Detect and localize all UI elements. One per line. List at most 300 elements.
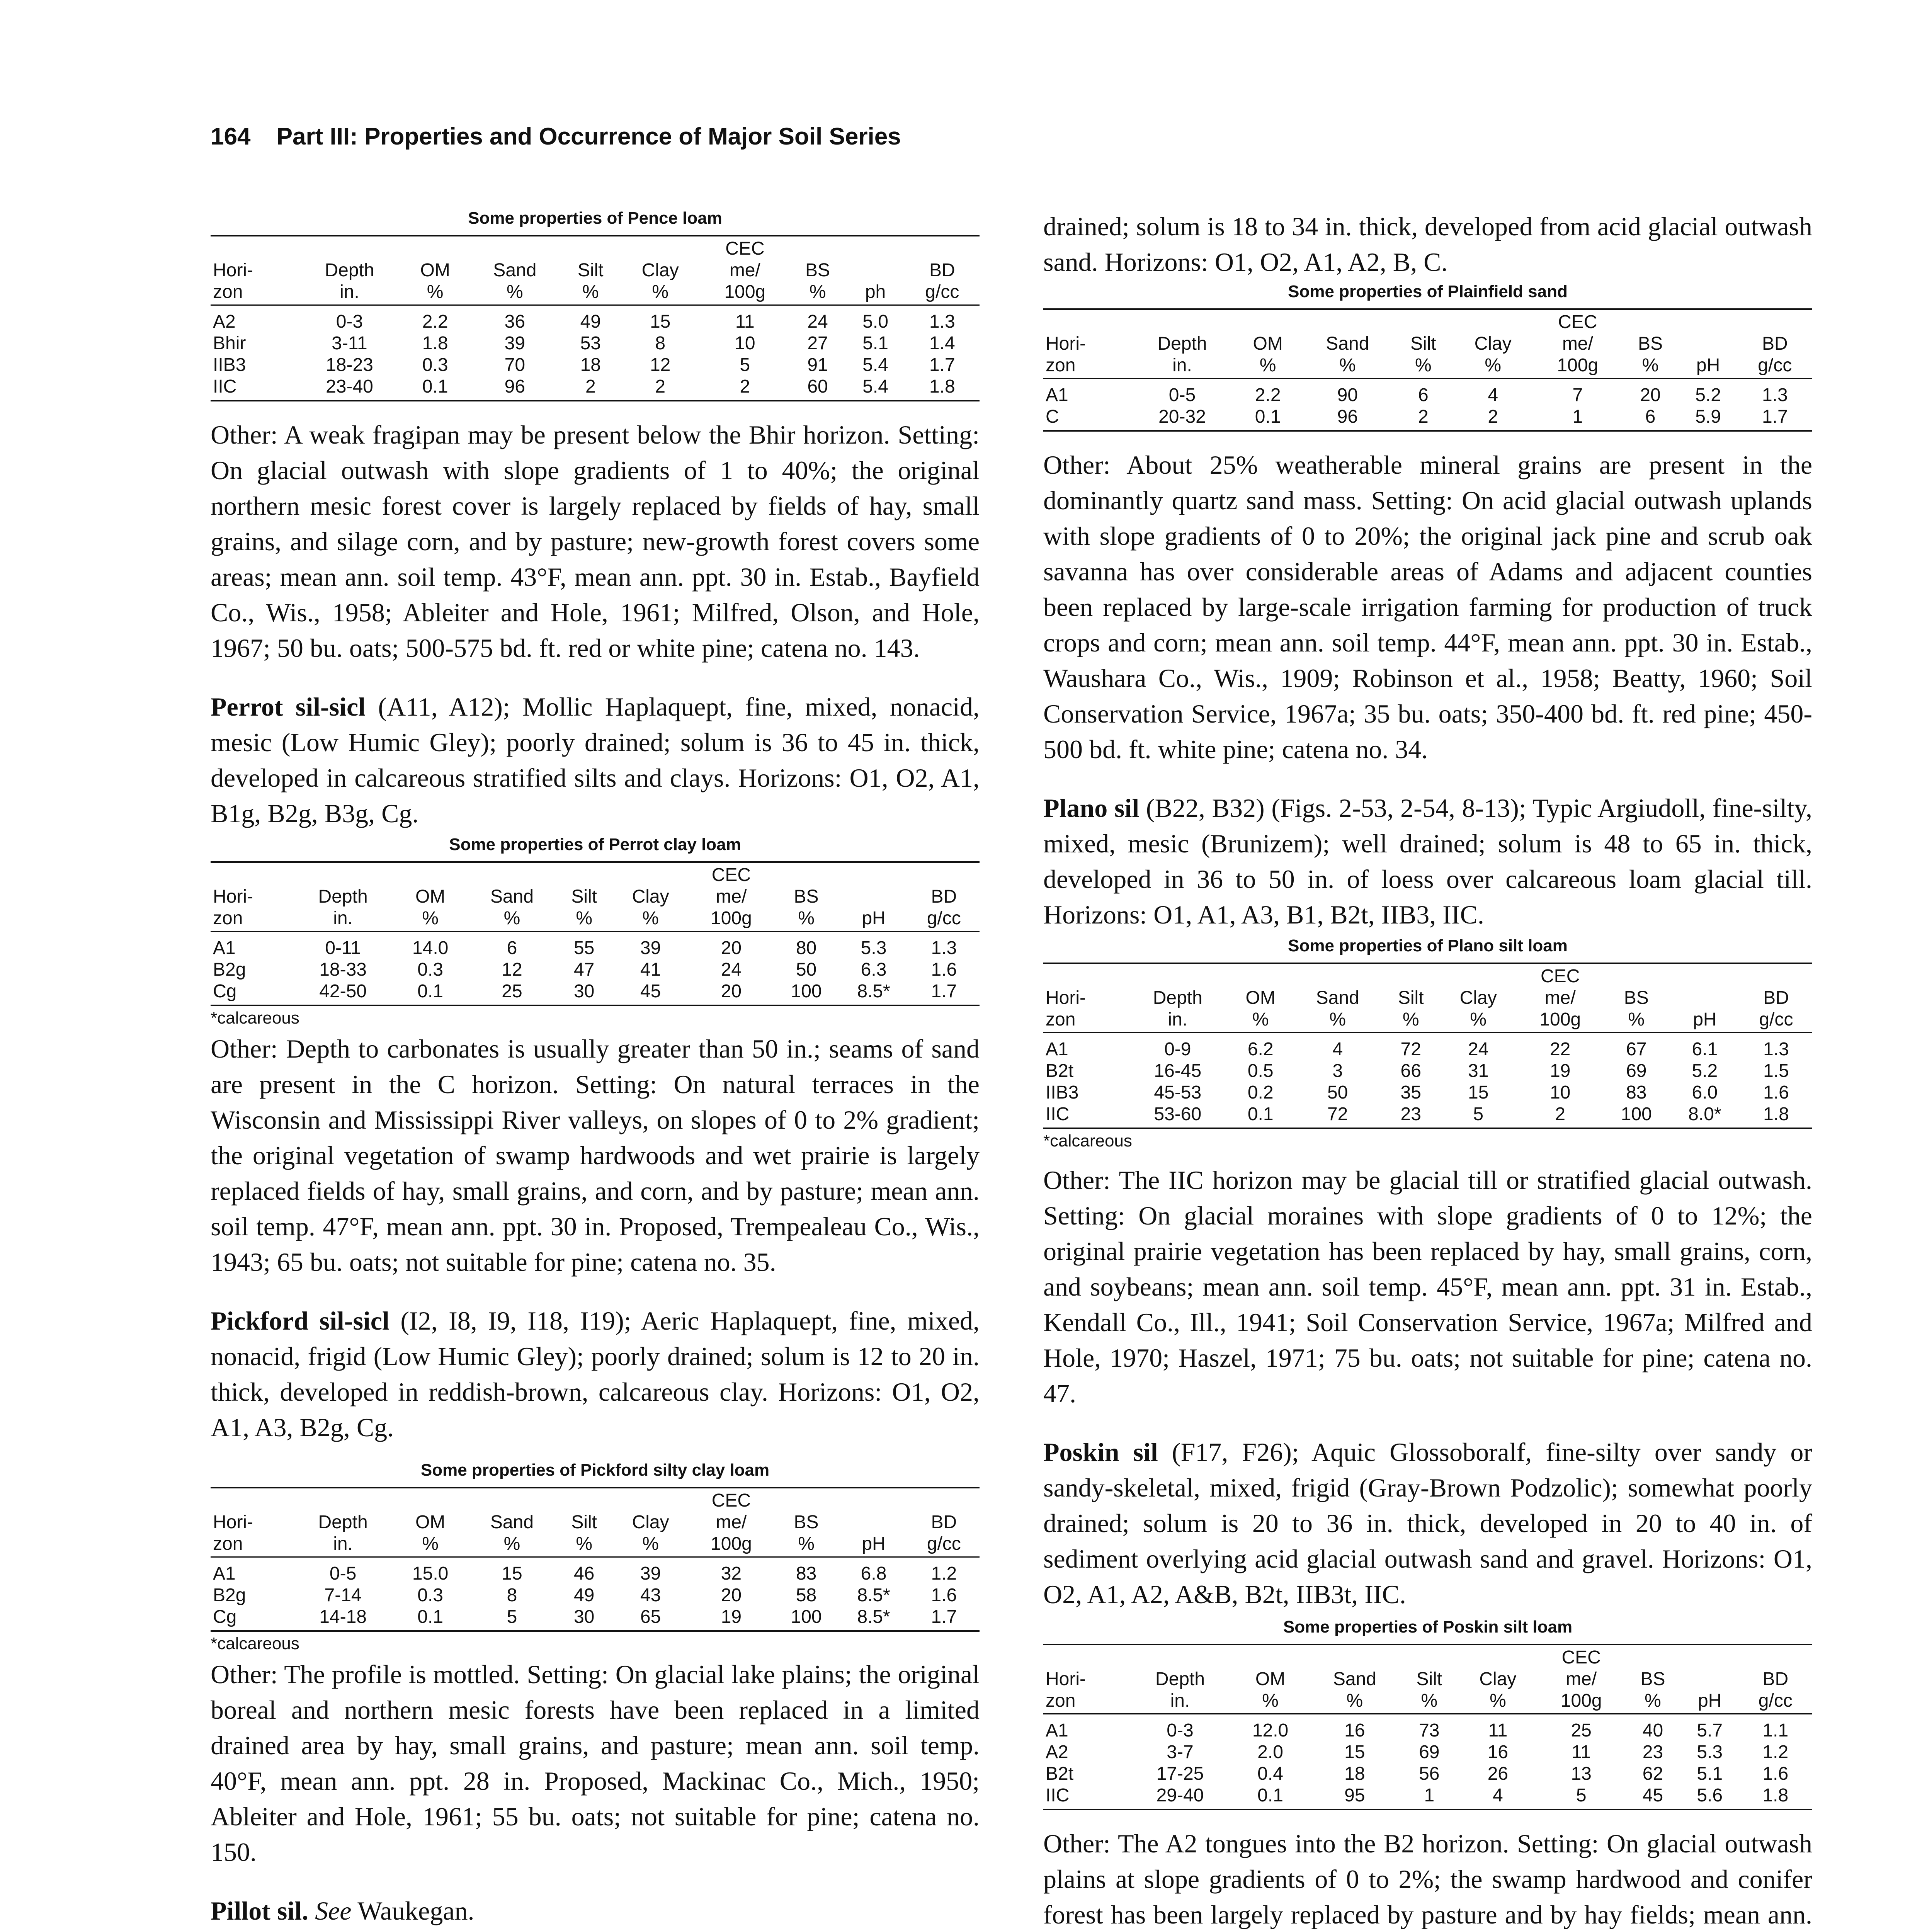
table-cell: 5 bbox=[1473, 1104, 1484, 1124]
table-cell: 0.1 bbox=[417, 981, 443, 1002]
table-cell: 4 bbox=[1488, 385, 1498, 405]
table-cell: 8 bbox=[655, 333, 666, 354]
table-cell: 49 bbox=[580, 311, 601, 332]
column-header: OM % bbox=[1255, 1669, 1286, 1711]
table-cell: 8.5* bbox=[857, 981, 890, 1002]
table-cell: 20 bbox=[721, 938, 742, 958]
table-cell: 53 bbox=[580, 333, 601, 354]
column-header: pH bbox=[862, 1534, 886, 1554]
table-cell: 24 bbox=[1468, 1039, 1489, 1060]
table-cell: 1.7 bbox=[931, 1607, 957, 1627]
table-cell: 56 bbox=[1419, 1764, 1440, 1784]
table-cell: 23 bbox=[1400, 1104, 1421, 1124]
column-header: BD g/cc bbox=[1758, 333, 1792, 376]
table-cell: 5 bbox=[740, 355, 750, 375]
table-cell: C bbox=[1046, 406, 1059, 427]
series-description: (F17, F26); Aquic Glossoboralf, fine-silty over sandy or sandy-skeletal, mixed, frigid (Gray-Brown Podzolic); somewhat poorly drained; solum is 20 to 36 in. thick, developed in 20 to 40 in. of sediment overlying acid glacial outwash sand and gravel. Horizons: O1, O2, A1, A2, A&B, B2t, IIB3t, IIC. bbox=[1043, 1437, 1813, 1609]
column-header: Silt % bbox=[571, 886, 597, 929]
soil-table bbox=[211, 1487, 980, 1632]
series-description: (I2, I8, I9, I18, I19); Aeric Haplaquept, fine, mixed, nonacid, frigid (Low Humic Gley); poorly drained; solum is 12 to 20 in. thick, developed in reddish-brown, calcareous clay. Horizons: O1, O2, A1, A3, B2g, Cg. bbox=[211, 1306, 980, 1442]
see-reference: See bbox=[315, 1896, 352, 1925]
soil-table bbox=[211, 235, 980, 401]
table-cell: 13 bbox=[1571, 1764, 1592, 1784]
column-header: BS % bbox=[805, 260, 830, 302]
table-cell: 3-7 bbox=[1167, 1742, 1194, 1762]
table-cell: 50 bbox=[796, 959, 817, 980]
table-cell: A1 bbox=[1046, 385, 1068, 405]
table-header-row bbox=[1043, 309, 1812, 379]
table-cell: 16-45 bbox=[1154, 1061, 1202, 1081]
table-cell: 8.5* bbox=[857, 1607, 890, 1627]
table-cell: 1.3 bbox=[931, 938, 957, 958]
column-header: pH bbox=[1698, 1690, 1722, 1711]
table-cell: 45-53 bbox=[1154, 1082, 1202, 1103]
table-cell: 30 bbox=[573, 981, 595, 1002]
table-row bbox=[211, 1557, 980, 1585]
soil-table bbox=[1043, 963, 1812, 1129]
table-cell: B2g bbox=[213, 959, 246, 980]
table-cell: 0.1 bbox=[422, 376, 448, 397]
table-cell: 43 bbox=[640, 1585, 661, 1605]
column-header: BD g/cc bbox=[927, 886, 961, 929]
table-cell: 36 bbox=[504, 311, 526, 332]
table-cell: 72 bbox=[1327, 1104, 1348, 1124]
table-cell: 1.2 bbox=[1762, 1742, 1789, 1762]
table-cell: 6.8 bbox=[861, 1563, 887, 1584]
column-header: CEC me/ 100g bbox=[1557, 312, 1599, 376]
table-cell: 5 bbox=[507, 1607, 517, 1627]
table-footnote: *calcareous bbox=[1043, 1131, 1132, 1150]
table-cell: 45 bbox=[640, 981, 661, 1002]
table-cell: 16 bbox=[1487, 1742, 1509, 1762]
table-row bbox=[211, 932, 980, 959]
table-cell: 2.2 bbox=[1255, 385, 1281, 405]
table-cell: 90 bbox=[1337, 385, 1358, 405]
column-header: BS % bbox=[1624, 988, 1649, 1030]
perrot-section bbox=[211, 689, 980, 1280]
page-number: 164 bbox=[211, 123, 251, 150]
table-cell: 0.5 bbox=[1247, 1061, 1274, 1081]
table-title: Some properties of Perrot clay loam bbox=[449, 835, 741, 854]
table-header-row bbox=[211, 1488, 980, 1557]
column-header: CEC me/ 100g bbox=[1539, 966, 1581, 1030]
plainfield-continued bbox=[1043, 209, 1812, 767]
table-cell: 46 bbox=[573, 1563, 595, 1584]
series-name: Plano sil bbox=[1043, 793, 1140, 823]
series-description: (B22, B32) (Figs. 2-53, 2-54, 8-13); Typic Argiudoll, fine-silty, mixed, mesic (Brunizem); well drained; solum is 48 to 65 in. thick, developed in 36 to 50 in. of loess over calcareous loam glacial till. Horizons: O1, A1, A3, B1, B2t, IIB3, IIC. bbox=[1043, 793, 1812, 929]
table-cell: 2 bbox=[1488, 406, 1498, 427]
table-cell: 32 bbox=[721, 1563, 742, 1584]
table-cell: 29-40 bbox=[1156, 1785, 1204, 1806]
series-name: Perrot sil-sicl bbox=[211, 692, 366, 721]
table-cell: IIC bbox=[1046, 1785, 1070, 1806]
table-cell: 2 bbox=[655, 376, 666, 397]
table-cell: A1 bbox=[1046, 1720, 1068, 1741]
table-cell: 53-60 bbox=[1154, 1104, 1202, 1124]
table-row bbox=[1043, 379, 1812, 406]
table-cell: Bhir bbox=[213, 333, 246, 354]
table-cell: 2 bbox=[585, 376, 596, 397]
column-header: Depth in. bbox=[318, 886, 368, 929]
column-header: pH bbox=[1696, 355, 1720, 376]
table-cell: 1.7 bbox=[1762, 406, 1788, 427]
table-cell: 5.4 bbox=[862, 355, 888, 375]
table-row bbox=[1043, 1763, 1812, 1785]
table-cell: 80 bbox=[796, 938, 817, 958]
table-cell: 0.1 bbox=[1247, 1104, 1274, 1124]
column-header: CEC me/ 100g bbox=[711, 865, 752, 929]
table-cell: 6.1 bbox=[1692, 1039, 1718, 1060]
column-header: Hori- zon bbox=[213, 1512, 253, 1554]
column-header: CEC me/ 100g bbox=[724, 238, 766, 302]
table-title: Some properties of Pickford silty clay loam bbox=[420, 1461, 770, 1480]
table-header-row bbox=[1043, 963, 1812, 1033]
table-cell: 17-25 bbox=[1156, 1764, 1204, 1784]
table-cell: 24 bbox=[807, 311, 828, 332]
table-cell: 11 bbox=[1488, 1720, 1508, 1741]
other-notes: Other: The profile is mottled. Setting: On glacial lake plains; the original boreal and northern mesic forests have been replaced in a limited drained area by hay, small grains, and pasture; mean ann. soil temp. 40°F, mean ann. ppt. 28 in. Proposed, Mackinac Co., Mich., 1950; Ableiter and Hole, 1961; 55 bu. oats; not suitable for pine; catena no. 150. bbox=[211, 1660, 980, 1867]
table-row bbox=[1043, 1714, 1812, 1742]
table-cell: 1.5 bbox=[1763, 1061, 1789, 1081]
table-cell: 19 bbox=[721, 1607, 742, 1627]
table-cell: 0-9 bbox=[1164, 1039, 1191, 1060]
column-header: OM % bbox=[420, 260, 450, 302]
plano-section bbox=[1043, 790, 1812, 1411]
table-cell: B2g bbox=[213, 1585, 246, 1605]
table-cell: 35 bbox=[1400, 1082, 1421, 1103]
column-header: OM % bbox=[1253, 333, 1283, 376]
table-cell: 1.8 bbox=[1762, 1785, 1789, 1806]
table-cell: 0-5 bbox=[1168, 385, 1196, 405]
table-cell: A1 bbox=[1046, 1039, 1068, 1060]
table-cell: 1.3 bbox=[1762, 385, 1788, 405]
table-cell: 5.3 bbox=[1697, 1742, 1723, 1762]
table-cell: 0.3 bbox=[417, 959, 443, 980]
other-notes: Other: The IIC horizon may be glacial till or stratified glacial outwash. Setting: On glacial moraines with slope gradients of 0 to 12%; the original prairie vegetation has been replaced by hay, small grains, corn, and soybeans; mean ann. soil temp. 45°F, mean ann. ppt. 31 in. Estab., Kendall Co., Ill., 1941; Soil Conservation Service, 1967a; Milfred and Hole, 1970; Haszel, 1971; 75 bu. oats; not suitable for pine; catena no. 47. bbox=[1043, 1165, 1812, 1408]
table-cell: 41 bbox=[640, 959, 661, 980]
table-header-row bbox=[211, 862, 980, 932]
table-row bbox=[1043, 1785, 1812, 1810]
table-cell: 14.0 bbox=[412, 938, 449, 958]
table-cell: 18-23 bbox=[326, 355, 373, 375]
table-cell: 10 bbox=[1549, 1082, 1571, 1103]
table-cell: 5.2 bbox=[1692, 1061, 1718, 1081]
table-cell: 50 bbox=[1327, 1082, 1348, 1103]
see-target: Waukegan. bbox=[351, 1896, 475, 1925]
table-row bbox=[211, 1606, 980, 1631]
table-cell: 91 bbox=[807, 355, 828, 375]
table-cell: 7 bbox=[1572, 385, 1583, 405]
table-cell: 8 bbox=[507, 1585, 517, 1605]
table-row bbox=[211, 376, 980, 401]
table-cell: 16 bbox=[1344, 1720, 1365, 1741]
table-cell: 45 bbox=[1642, 1785, 1663, 1806]
table-cell: IIB3 bbox=[213, 355, 246, 375]
column-header: BD g/cc bbox=[1759, 988, 1793, 1030]
table-cell: 15 bbox=[1468, 1082, 1489, 1103]
right-column bbox=[1043, 209, 1812, 1932]
table-row bbox=[1043, 1104, 1812, 1128]
column-header: Clay % bbox=[632, 1512, 669, 1554]
table-cell: 0-3 bbox=[336, 311, 363, 332]
table-cell: IIC bbox=[213, 376, 237, 397]
column-header: BD g/cc bbox=[927, 1512, 961, 1554]
table-title: Some properties of Plainfield sand bbox=[1288, 282, 1568, 301]
page-title: Part III: Properties and Occurrence of Major Soil Series bbox=[276, 123, 901, 150]
pillot-section bbox=[211, 1893, 980, 1929]
column-header: Sand % bbox=[1316, 988, 1359, 1030]
table-cell: 95 bbox=[1344, 1785, 1365, 1806]
table-cell: 10 bbox=[735, 333, 755, 354]
table-cell: 5.1 bbox=[1697, 1764, 1723, 1784]
table-cell: 0.2 bbox=[1247, 1082, 1274, 1103]
table-cell: 20 bbox=[1640, 385, 1661, 405]
column-header: CEC me/ 100g bbox=[711, 1490, 752, 1554]
table-cell: 23-40 bbox=[326, 376, 373, 397]
left-column bbox=[211, 209, 980, 1932]
table-cell: 3 bbox=[1332, 1061, 1343, 1081]
table-cell: 6.3 bbox=[861, 959, 887, 980]
column-header: pH bbox=[1693, 1009, 1717, 1030]
column-header: CEC me/ 100g bbox=[1560, 1647, 1602, 1711]
table-cell: 1.2 bbox=[931, 1563, 957, 1584]
table-cell: 1 bbox=[1424, 1785, 1435, 1806]
table-title: Some properties of Plano silt loam bbox=[1288, 936, 1568, 955]
table-cell: 0.1 bbox=[1255, 406, 1281, 427]
table-cell: 15.0 bbox=[412, 1563, 449, 1584]
table-cell: 73 bbox=[1419, 1720, 1440, 1741]
table-cell: B2t bbox=[1046, 1061, 1074, 1081]
column-header: Sand % bbox=[1333, 1669, 1376, 1711]
table-cell: 0.4 bbox=[1257, 1764, 1283, 1784]
table-cell: 12 bbox=[650, 355, 671, 375]
table-cell: 6 bbox=[1418, 385, 1429, 405]
column-header: Silt % bbox=[1398, 988, 1424, 1030]
poskin-section bbox=[1043, 1434, 1812, 1932]
table-cell: 62 bbox=[1642, 1764, 1663, 1784]
table-cell: 23 bbox=[1642, 1742, 1663, 1762]
table-cell: 0-11 bbox=[325, 938, 361, 958]
table-row bbox=[1043, 1060, 1812, 1082]
table-cell: 1.7 bbox=[931, 981, 957, 1002]
table-cell: 19 bbox=[1549, 1061, 1571, 1081]
table-cell: 1.7 bbox=[929, 355, 955, 375]
table-cell: 25 bbox=[502, 981, 522, 1002]
table-cell: 66 bbox=[1400, 1061, 1421, 1081]
table-cell: 5 bbox=[1576, 1785, 1587, 1806]
column-header: Silt % bbox=[1416, 1669, 1442, 1711]
column-header: BS % bbox=[794, 1512, 819, 1554]
table-cell: 3-11 bbox=[332, 333, 367, 354]
table-cell: 0.1 bbox=[417, 1607, 443, 1627]
table-cell: 0.1 bbox=[1257, 1785, 1283, 1806]
table-row bbox=[211, 959, 980, 981]
table-cell: 27 bbox=[807, 333, 828, 354]
table-cell: 2 bbox=[1555, 1104, 1566, 1124]
column-header: Sand % bbox=[490, 1512, 534, 1554]
column-header: Depth in. bbox=[1153, 988, 1202, 1030]
column-header: Silt % bbox=[1410, 333, 1436, 376]
column-header: ph bbox=[865, 282, 886, 302]
other-notes: Other: About 25% weatherable mineral grains are present in the dominantly quartz sand mass. Setting: On acid glacial outwash uplands with slope gradients of 0 to 20%; the original jack pine and scrub oak savanna has over considerable areas of Adams and adjacent counties been replaced by large-scale irrigation farming for production of truck crops and corn; mean ann. soil temp. 44°F, mean ann. ppt. 30 in. Estab., Waushara Co., Wis., 1909; Robinson et al., 1958; Beatty, 1960; Soil Conservation Service, 1967a; 35 bu. oats; 350-400 bd. ft. red pine; 450-500 bd. ft. white pine; catena no. 34. bbox=[1043, 450, 1812, 764]
table-cell: 4 bbox=[1493, 1785, 1503, 1806]
column-header: Depth in. bbox=[1157, 333, 1207, 376]
table-cell: A1 bbox=[213, 938, 236, 958]
table-cell: 20 bbox=[721, 981, 742, 1002]
table-cell: 1.8 bbox=[422, 333, 448, 354]
table-cell: Cg bbox=[213, 1607, 237, 1627]
table-cell: 40 bbox=[1642, 1720, 1663, 1741]
table-cell: 15 bbox=[650, 311, 671, 332]
table-cell: 0.3 bbox=[422, 355, 448, 375]
table-footnote: *calcareous bbox=[211, 1009, 299, 1027]
column-header: BD g/cc bbox=[925, 260, 959, 302]
column-header: pH bbox=[862, 908, 886, 929]
table-cell: A1 bbox=[213, 1563, 236, 1584]
table-cell: 20 bbox=[721, 1585, 742, 1605]
table-cell: 55 bbox=[573, 938, 595, 958]
table-cell: 0.3 bbox=[417, 1585, 443, 1605]
pickford-section bbox=[211, 1303, 980, 1870]
table-cell: 39 bbox=[640, 938, 661, 958]
table-cell: 72 bbox=[1400, 1039, 1421, 1060]
column-header: Depth in. bbox=[1155, 1669, 1205, 1711]
table-cell: Cg bbox=[213, 981, 237, 1002]
table-cell: B2t bbox=[1046, 1764, 1074, 1784]
other-notes: Other: A weak fragipan may be present below the Bhir horizon. Setting: On glacial outwash with slope gradients of 1 to 40%; the original northern mesic forest cover is largely replaced by fields of hay, small grains, and silage corn, and by pasture; new-growth forest covers some areas; mean ann. soil temp. 43°F, mean ann. ppt. 30 in. Estab., Bayfield Co., Wis., 1958; Ableiter and Hole, 1961; Milfred, Olson, and Hole, 1967; 50 bu. oats; 500-575 bd. ft. red or white pine; catena no. 143. bbox=[211, 420, 980, 663]
table-cell: 47 bbox=[573, 959, 595, 980]
series-name: Pickford sil-sicl bbox=[211, 1306, 389, 1335]
soil-table bbox=[1043, 1644, 1812, 1810]
table-cell: 4 bbox=[1332, 1039, 1343, 1060]
table-cell: 83 bbox=[796, 1563, 817, 1584]
table-row bbox=[211, 354, 980, 376]
series-name: Pillot sil. bbox=[211, 1896, 309, 1925]
column-header: Depth in. bbox=[318, 1512, 368, 1554]
table-cell: 31 bbox=[1468, 1061, 1489, 1081]
table-cell: 25 bbox=[1571, 1720, 1592, 1741]
table-cell: 6.2 bbox=[1247, 1039, 1274, 1060]
table-cell: 58 bbox=[796, 1585, 817, 1605]
table-cell: 5.2 bbox=[1695, 385, 1721, 405]
column-header: OM % bbox=[415, 886, 446, 929]
table-row bbox=[211, 305, 980, 333]
soil-table bbox=[211, 861, 980, 1006]
table-cell: 18-33 bbox=[319, 959, 367, 980]
table-title: Some properties of Poskin silt loam bbox=[1283, 1617, 1573, 1636]
table-title: Some properties of Pence loam bbox=[468, 209, 722, 228]
table-cell: 39 bbox=[504, 333, 526, 354]
column-header: BS % bbox=[1638, 333, 1663, 376]
soil-table bbox=[1043, 308, 1812, 432]
table-cell: 96 bbox=[1337, 406, 1358, 427]
table-cell: 2.0 bbox=[1257, 1742, 1283, 1762]
table-cell: 100 bbox=[791, 981, 822, 1002]
table-cell: 5.7 bbox=[1697, 1720, 1723, 1741]
table-cell: 60 bbox=[807, 376, 828, 397]
column-header: Clay % bbox=[1459, 988, 1497, 1030]
table-cell: 20-32 bbox=[1158, 406, 1206, 427]
table-cell: 30 bbox=[573, 1607, 595, 1627]
table-cell: 8.0* bbox=[1688, 1104, 1721, 1124]
table-cell: 100 bbox=[791, 1607, 822, 1627]
table-cell: 15 bbox=[1344, 1742, 1365, 1762]
table-cell: 1.6 bbox=[931, 1585, 957, 1605]
table-cell: 6.0 bbox=[1692, 1082, 1718, 1103]
table-cell: 69 bbox=[1626, 1061, 1647, 1081]
series-name: Poskin sil bbox=[1043, 1437, 1158, 1467]
table-cell: 7-14 bbox=[324, 1585, 362, 1605]
table-row bbox=[1043, 406, 1812, 431]
column-header: Clay % bbox=[632, 886, 669, 929]
table-cell: 5.0 bbox=[862, 311, 888, 332]
table-cell: 69 bbox=[1419, 1742, 1440, 1762]
column-header: Hori- zon bbox=[1046, 333, 1086, 376]
table-cell: 24 bbox=[721, 959, 742, 980]
table-cell: 11 bbox=[1572, 1742, 1591, 1762]
table-cell: 39 bbox=[640, 1563, 661, 1584]
table-cell: 1.3 bbox=[929, 311, 955, 332]
table-cell: 11 bbox=[735, 311, 755, 332]
table-cell: 70 bbox=[504, 355, 526, 375]
table-cell: 0-5 bbox=[329, 1563, 357, 1584]
table-cell: A2 bbox=[213, 311, 236, 332]
table-row bbox=[211, 333, 980, 354]
column-header: Silt % bbox=[571, 1512, 597, 1554]
column-header: BS % bbox=[1640, 1669, 1665, 1711]
table-cell: 1 bbox=[1572, 406, 1583, 427]
table-cell: 14-18 bbox=[319, 1607, 367, 1627]
table-cell: 65 bbox=[640, 1607, 661, 1627]
table-cell: 100 bbox=[1621, 1104, 1652, 1124]
table-cell: 1.1 bbox=[1762, 1720, 1789, 1741]
table-header-row bbox=[1043, 1645, 1812, 1714]
table-cell: 67 bbox=[1626, 1039, 1647, 1060]
table-cell: 1.8 bbox=[1763, 1104, 1789, 1124]
table-cell: 5.6 bbox=[1697, 1785, 1723, 1806]
column-header: Sand % bbox=[1326, 333, 1369, 376]
table-cell: 0-3 bbox=[1167, 1720, 1194, 1741]
column-header: BS % bbox=[794, 886, 819, 929]
table-cell: 1.6 bbox=[931, 959, 957, 980]
table-cell: 5.3 bbox=[861, 938, 887, 958]
other-notes: Other: Depth to carbonates is usually greater than 50 in.; seams of sand are present in the C horizon. Setting: On natural terraces in the Wisconsin and Mississippi River valleys, on slopes of 0 to 2% gradient; the original vegetation of swamp hardwoods and wet prairie is largely replaced fields of hay, small grains, and corn, and by pasture; mean ann. soil temp. 47°F, mean ann. ppt. 30 in. Proposed, Trempealeau Co., Wis., 1943; 65 bu. oats; not suitable for pine; catena no. 35. bbox=[211, 1034, 980, 1277]
column-header: Hori- zon bbox=[1046, 988, 1086, 1030]
table-cell: 5.9 bbox=[1695, 406, 1721, 427]
table-cell: 15 bbox=[502, 1563, 522, 1584]
column-header: OM % bbox=[415, 1512, 446, 1554]
table-row bbox=[211, 1585, 980, 1606]
table-cell: 18 bbox=[580, 355, 601, 375]
column-header: OM % bbox=[1245, 988, 1276, 1030]
column-header: Clay % bbox=[1479, 1669, 1517, 1711]
table-cell: 26 bbox=[1487, 1764, 1509, 1784]
pence-section bbox=[211, 209, 980, 666]
table-cell: 1.6 bbox=[1762, 1764, 1789, 1784]
table-cell: 2 bbox=[1418, 406, 1429, 427]
column-header: Clay % bbox=[1474, 333, 1512, 376]
table-cell: 49 bbox=[573, 1585, 595, 1605]
table-cell: 42-50 bbox=[319, 981, 367, 1002]
column-header: BD g/cc bbox=[1758, 1669, 1793, 1711]
column-header: Hori- zon bbox=[1046, 1669, 1086, 1711]
column-header: Hori- zon bbox=[213, 260, 253, 302]
column-header: Sand % bbox=[490, 886, 534, 929]
table-row bbox=[211, 981, 980, 1005]
table-cell: 1.6 bbox=[1763, 1082, 1789, 1103]
page-header bbox=[211, 123, 901, 150]
table-cell: 8.5* bbox=[857, 1585, 890, 1605]
